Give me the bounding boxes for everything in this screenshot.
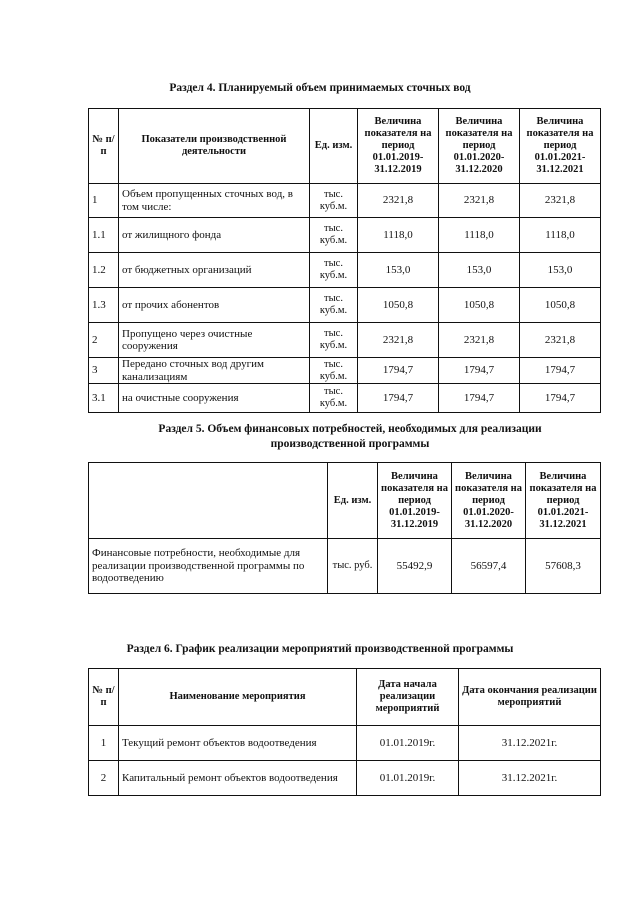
row-value-2021: 2321,8 — [520, 184, 601, 218]
row-value-2021: 1050,8 — [520, 288, 601, 323]
row-name: Объем пропущенных сточных вод, в том числе: — [119, 184, 310, 218]
row-value-2019: 1118,0 — [358, 218, 439, 253]
table-row — [89, 726, 601, 761]
section6-header-row — [89, 669, 601, 726]
row-value-2021: 57608,3 — [526, 539, 601, 594]
row-num: 2 — [89, 323, 119, 358]
row-name: Текущий ремонт объектов водоотведения — [119, 726, 357, 761]
row-start-date: 01.01.2019г. — [357, 726, 459, 761]
table-row — [89, 184, 601, 218]
row-unit: тыс. куб.м. — [310, 384, 358, 413]
header-period-2021: Величина показателя на период 01.01.2021-31.12.2021 — [526, 463, 601, 539]
header-indicator: Показатели производственной деятельности — [119, 109, 310, 184]
row-value-2021: 2321,8 — [520, 323, 601, 358]
section6-table — [88, 668, 601, 796]
header-period-2019: Величина показателя на период 01.01.2019-31.12.2019 — [378, 463, 452, 539]
table-row — [89, 761, 601, 796]
section5-table — [88, 462, 601, 594]
row-value-2020: 2321,8 — [439, 184, 520, 218]
row-value-2020: 1118,0 — [439, 218, 520, 253]
row-value-2020: 2321,8 — [439, 323, 520, 358]
table-row — [89, 323, 601, 358]
header-end-date: Дата окончания реализации мероприятий — [459, 669, 601, 726]
table-row — [89, 253, 601, 288]
row-end-date: 31.12.2021г. — [459, 761, 601, 796]
row-value-2019: 1794,7 — [358, 358, 439, 384]
row-value-2019: 55492,9 — [378, 539, 452, 594]
row-start-date: 01.01.2019г. — [357, 761, 459, 796]
row-name: от бюджетных организаций — [119, 253, 310, 288]
row-name: от прочих абонентов — [119, 288, 310, 323]
header-period-2020: Величина показателя на период 01.01.2020-31.12.2020 — [439, 109, 520, 184]
section5-header-row — [89, 463, 601, 539]
section4-title: Раздел 4. Планируемый объем принимаемых сточных вод — [169, 82, 471, 94]
row-unit: тыс. куб.м. — [310, 253, 358, 288]
row-value-2020: 1794,7 — [439, 384, 520, 413]
row-value-2020: 56597,4 — [452, 539, 526, 594]
row-name: Пропущено через очистные сооружения — [119, 323, 310, 358]
header-num: № п/п — [89, 109, 119, 184]
row-value-2019: 153,0 — [358, 253, 439, 288]
table-row — [89, 288, 601, 323]
table-row — [89, 358, 601, 384]
row-name: Передано сточных вод другим канализациям — [119, 358, 310, 384]
row-unit: тыс. руб. — [328, 539, 378, 594]
row-value-2020: 1050,8 — [439, 288, 520, 323]
section4-header-row — [89, 109, 601, 184]
row-end-date: 31.12.2021г. — [459, 726, 601, 761]
header-period-2021: Величина показателя на период 01.01.2021-31.12.2021 — [520, 109, 601, 184]
table-row — [89, 384, 601, 413]
section6-title: Раздел 6. График реализации мероприятий производственной программы — [126, 643, 514, 655]
row-value-2021: 1794,7 — [520, 384, 601, 413]
row-unit: тыс. куб.м. — [310, 323, 358, 358]
header-period-2020: Величина показателя на период 01.01.2020-31.12.2020 — [452, 463, 526, 539]
row-name: на очистные сооружения — [119, 384, 310, 413]
table-row — [89, 218, 601, 253]
row-value-2019: 1794,7 — [358, 384, 439, 413]
header-unit: Ед. изм. — [328, 463, 378, 539]
row-unit: тыс. куб.м. — [310, 358, 358, 384]
section4-table — [88, 108, 601, 413]
header-start-date: Дата начала реализации мероприятий — [357, 669, 459, 726]
row-name: от жилищного фонда — [119, 218, 310, 253]
header-unit: Ед. изм. — [310, 109, 358, 184]
section5-title: Раздел 5. Объем финансовых потребностей, необходимых для реализации производственной программы — [158, 423, 542, 450]
row-num: 1.1 — [89, 218, 119, 253]
row-num: 1.3 — [89, 288, 119, 323]
row-num: 1.2 — [89, 253, 119, 288]
table-row — [89, 539, 601, 594]
row-value-2021: 153,0 — [520, 253, 601, 288]
row-name: Капитальный ремонт объектов водоотведения — [119, 761, 357, 796]
row-value-2020: 1794,7 — [439, 358, 520, 384]
row-value-2019: 1050,8 — [358, 288, 439, 323]
row-value-2021: 1794,7 — [520, 358, 601, 384]
header-blank — [89, 463, 328, 539]
row-num: 3 — [89, 358, 119, 384]
row-unit: тыс. куб.м. — [310, 218, 358, 253]
row-num: 1 — [89, 184, 119, 218]
row-name: Финансовые потребности, необходимые для реализации производственной программы по водоотведению — [89, 539, 328, 594]
row-unit: тыс. куб.м. — [310, 184, 358, 218]
row-value-2019: 2321,8 — [358, 323, 439, 358]
row-num: 2 — [89, 761, 119, 796]
row-unit: тыс. куб.м. — [310, 288, 358, 323]
header-name: Наименование мероприятия — [119, 669, 357, 726]
row-num: 1 — [89, 726, 119, 761]
row-value-2020: 153,0 — [439, 253, 520, 288]
row-value-2019: 2321,8 — [358, 184, 439, 218]
row-value-2021: 1118,0 — [520, 218, 601, 253]
header-num: № п/п — [89, 669, 119, 726]
header-period-2019: Величина показателя на период 01.01.2019-31.12.2019 — [358, 109, 439, 184]
row-num: 3.1 — [89, 384, 119, 413]
